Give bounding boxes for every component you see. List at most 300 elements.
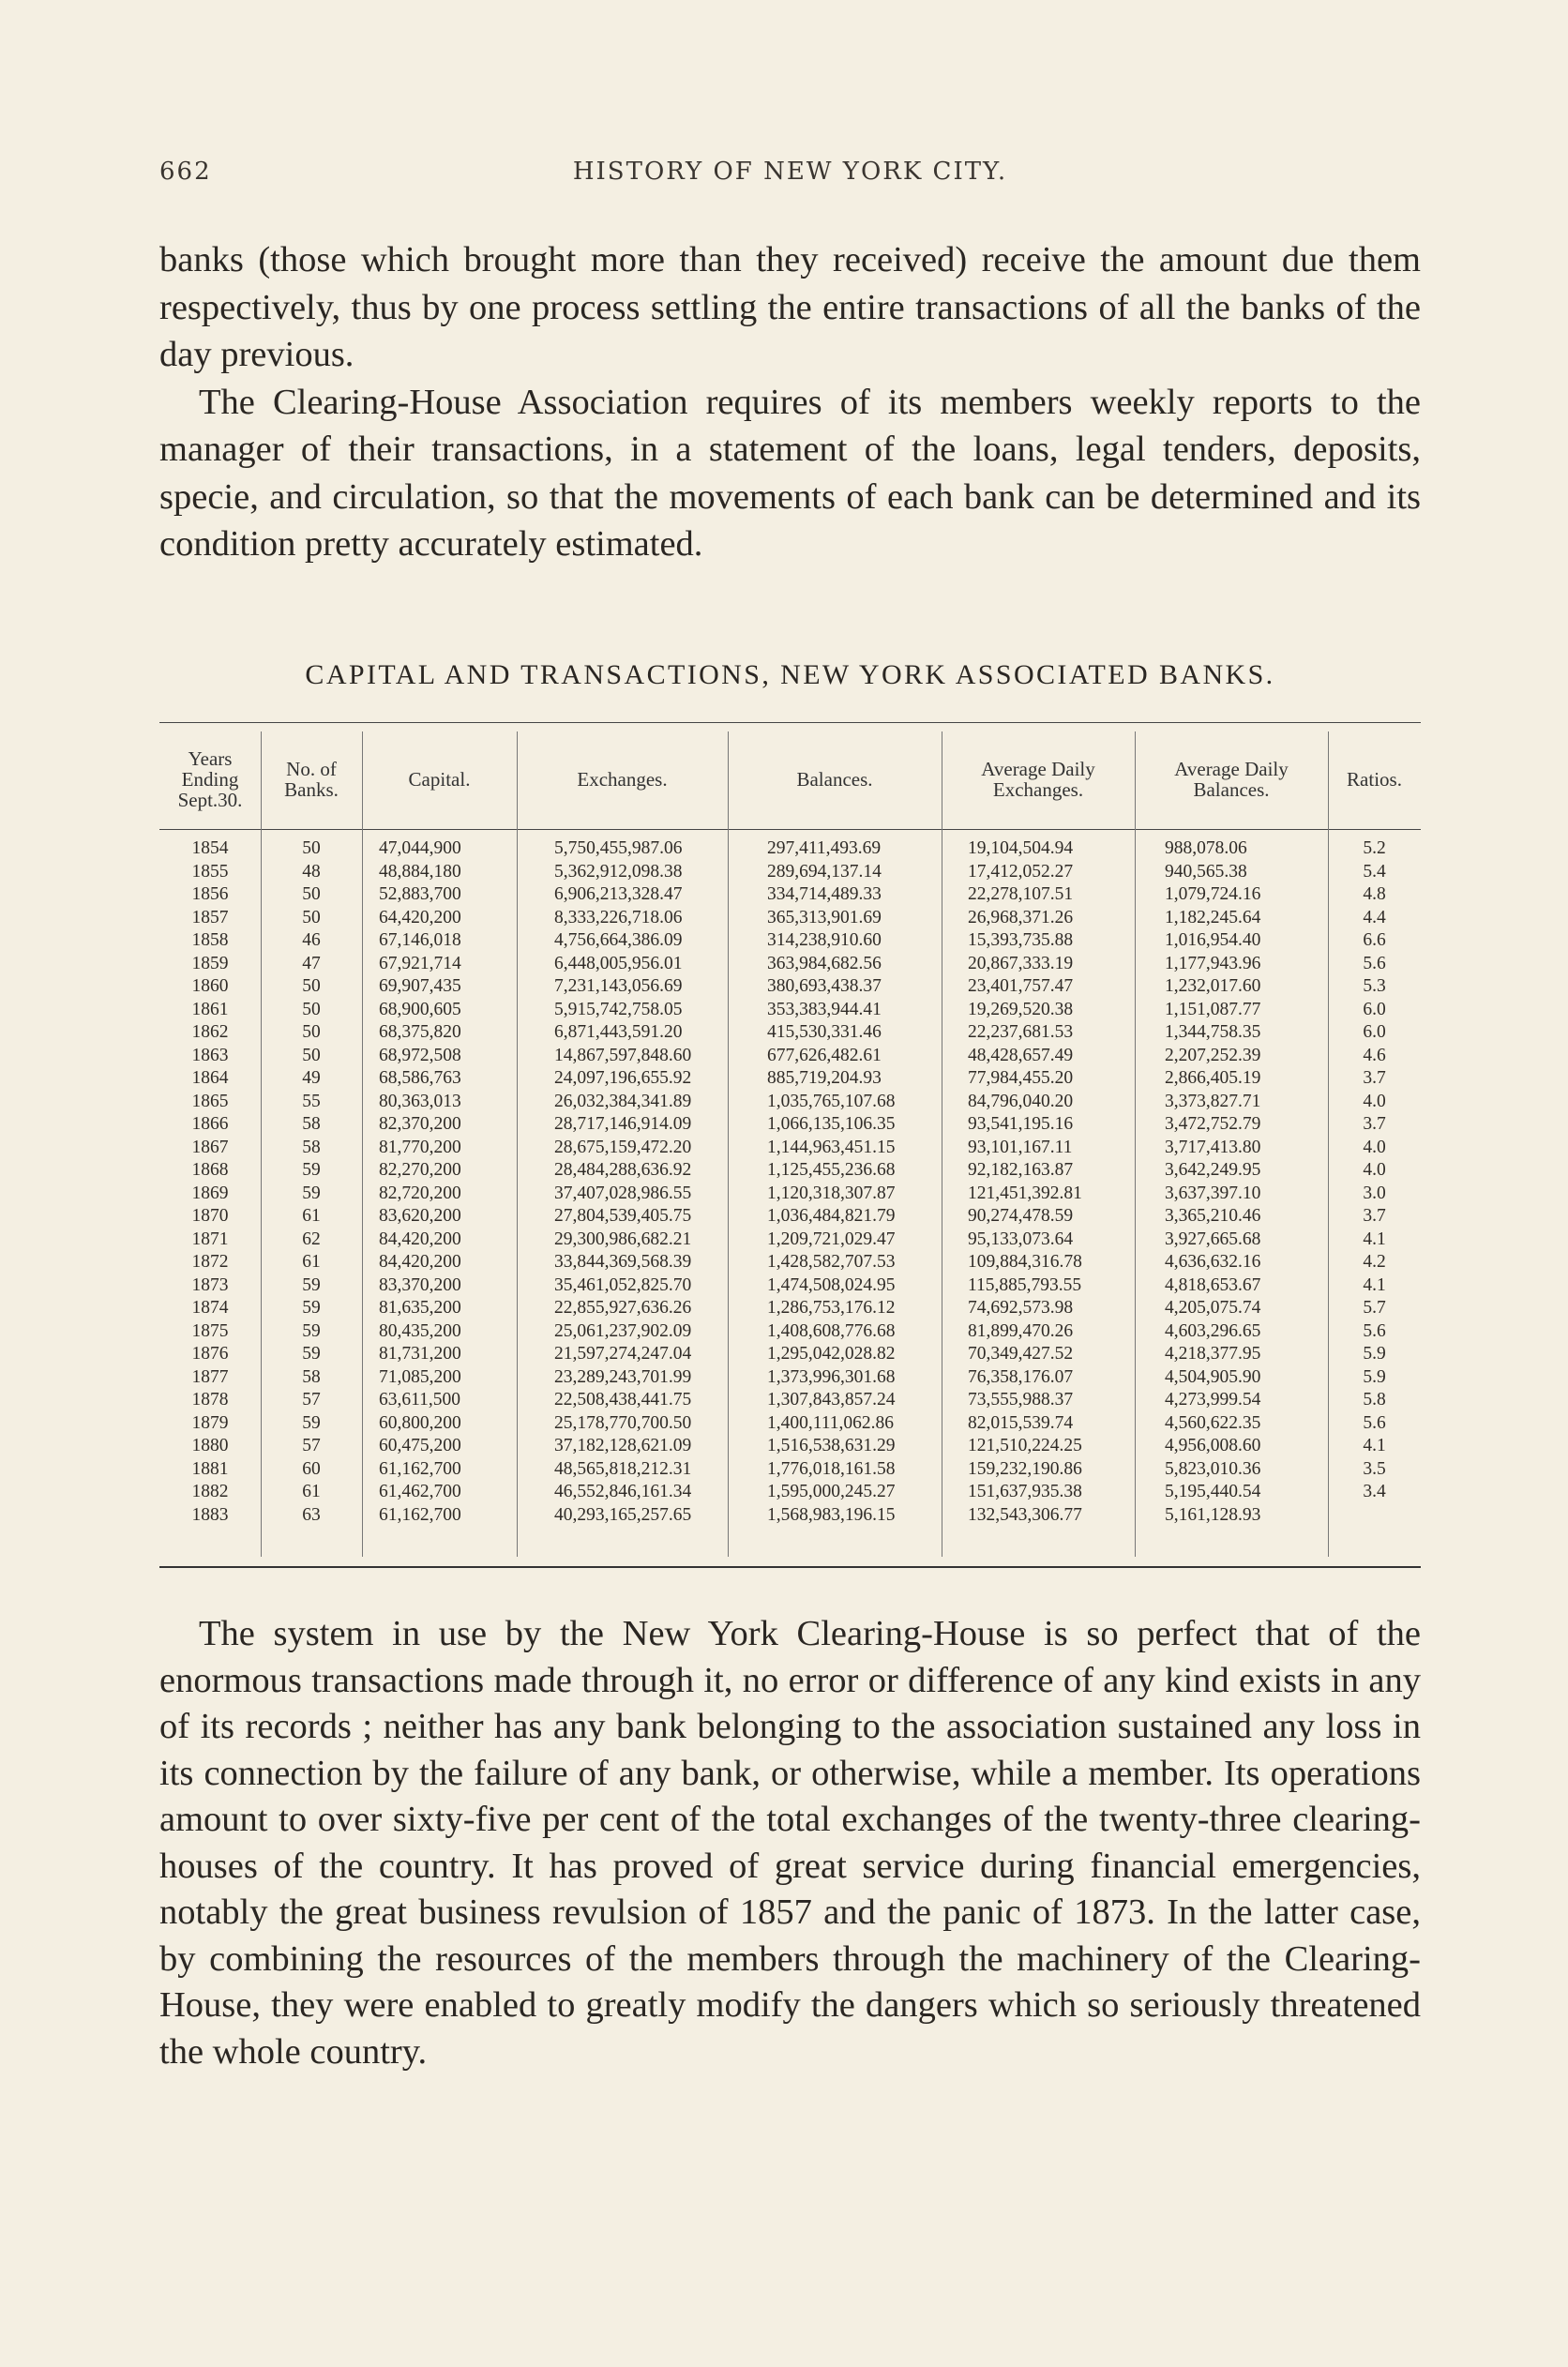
cell-avg-balances: 4,818,653.67: [1165, 1274, 1261, 1295]
cell-exchanges: 29,300,986,682.21: [554, 1229, 692, 1249]
cell-capital: 80,435,200: [379, 1320, 461, 1341]
cell-avg-balances: 4,560,622.35: [1165, 1412, 1261, 1433]
cell-ratio: 5.3: [1363, 976, 1386, 996]
cell-balances: 1,125,455,236.68: [767, 1160, 896, 1180]
cell-balances: 1,144,963,451.15: [767, 1137, 896, 1157]
cell-exchanges: 28,484,288,636.92: [554, 1160, 692, 1180]
table-row: [159, 1459, 1421, 1483]
cell-capital: 83,370,200: [379, 1274, 461, 1295]
cell-ratio: 5.4: [1363, 861, 1386, 882]
cell-exchanges: 33,844,369,568.39: [554, 1252, 692, 1272]
cell-banks: 50: [302, 884, 321, 904]
cell-avg-exchanges: 73,555,988.37: [968, 1390, 1074, 1410]
cell-avg-exchanges: 48,428,657.49: [968, 1045, 1074, 1065]
cell-avg-balances: 1,079,724.16: [1165, 884, 1261, 904]
cell-year: 1859: [191, 953, 229, 973]
cell-avg-balances: 1,016,954.40: [1165, 930, 1261, 950]
cell-avg-balances: 3,365,210.46: [1165, 1206, 1261, 1226]
closing-text: [159, 1611, 1421, 2075]
cell-year: 1868: [191, 1160, 229, 1180]
table-row: [159, 1390, 1421, 1413]
cell-avg-exchanges: 90,274,478.59: [968, 1206, 1074, 1226]
cell-year: 1864: [191, 1068, 229, 1088]
cell-avg-balances: 4,636,632.16: [1165, 1252, 1261, 1272]
cell-balances: 1,428,582,707.53: [767, 1252, 896, 1272]
header-year-line: Ending: [181, 768, 239, 791]
cell-exchanges: 27,804,539,405.75: [554, 1206, 692, 1226]
cell-year: 1877: [191, 1366, 229, 1387]
table-row: [159, 908, 1421, 931]
cell-balances: 365,313,901.69: [767, 907, 882, 927]
cell-balances: 677,626,482.61: [767, 1045, 882, 1065]
cell-avg-balances: 5,195,440.54: [1165, 1482, 1261, 1501]
cell-balances: 1,295,042,028.82: [767, 1344, 896, 1364]
cell-banks: 59: [302, 1344, 321, 1364]
cell-balances: 1,776,018,161.58: [767, 1458, 896, 1479]
header-balances-line: Balances.: [796, 768, 873, 791]
cell-avg-balances: 1,177,943.96: [1165, 953, 1261, 973]
table-row: [159, 1505, 1421, 1529]
cell-capital: 68,586,763: [379, 1068, 461, 1088]
cell-banks: 59: [302, 1320, 321, 1341]
cell-year: 1880: [191, 1436, 229, 1455]
cell-ratio: 4.6: [1363, 1045, 1386, 1065]
cell-year: 1856: [191, 884, 229, 904]
cell-year: 1882: [191, 1482, 229, 1501]
cell-exchanges: 4,756,664,386.09: [554, 930, 683, 950]
header-balances: [728, 733, 942, 825]
cell-avg-balances: 1,182,245.64: [1165, 907, 1261, 927]
cell-year: 1863: [191, 1045, 229, 1065]
cell-year: 1879: [191, 1412, 229, 1433]
cell-banks: 57: [302, 1436, 321, 1455]
cell-banks: 50: [302, 1022, 321, 1042]
cell-capital: 71,085,200: [379, 1366, 461, 1387]
closing-paragraph: The system in use by the New York Clearing-House is so perfect that of the enormous transactions made through it, no error or difference of any kind exists in any of its records ; neither has any bank belonging to the association sustained any loss in its connection by the failure of any bank, or otherwise, while a member. Its operations amount to over sixty-five per cent of the total exchanges of the twenty-three clearing-houses of the country. It has proved of great service during financial emergencies, notably the great business revulsion of 1857 and the panic of 1873. In the latter case, by combining the resources of the members through the machinery of the Clearing-House, they were enabled to greatly modify the dangers which so seriously threatened the whole country.: [159, 1614, 1421, 2072]
cell-avg-balances: 1,232,017.60: [1165, 976, 1261, 996]
table-row: [159, 1160, 1421, 1184]
table-row: [159, 1298, 1421, 1321]
cell-capital: 61,162,700: [379, 1504, 461, 1525]
cell-capital: 48,884,180: [379, 861, 461, 882]
table-row: [159, 1413, 1421, 1437]
cell-avg-exchanges: 82,015,539.74: [968, 1412, 1074, 1433]
cell-ratio: 3.7: [1363, 1068, 1386, 1088]
cell-banks: 55: [302, 1091, 321, 1111]
cell-capital: 68,900,605: [379, 999, 461, 1019]
cell-avg-exchanges: 19,104,504.94: [968, 838, 1074, 858]
cell-year: 1881: [191, 1458, 229, 1479]
intro-paragraph-2: The Clearing-House Association requires of its members weekly reports to the manager of their transactions, in a statement of the loans, legal tenders, deposits, specie, and circulation, so that the movements of each bank can be determined and its condition pretty accurately estimated.: [159, 382, 1421, 564]
cell-exchanges: 26,032,384,341.89: [554, 1091, 692, 1111]
table-row: [159, 1229, 1421, 1253]
table-header-rule: [159, 829, 1421, 830]
cell-year: 1865: [191, 1091, 229, 1111]
table-row: [159, 1344, 1421, 1367]
table-row: [159, 862, 1421, 885]
cell-banks: 59: [302, 1160, 321, 1180]
header-banks-line: No. of: [286, 758, 337, 780]
cell-avg-balances: 3,717,413.80: [1165, 1137, 1261, 1157]
header-banks: [261, 733, 362, 825]
cell-exchanges: 28,675,159,472.20: [554, 1137, 692, 1157]
cell-banks: 61: [302, 1206, 321, 1226]
cell-banks: 57: [302, 1390, 321, 1410]
cell-avg-exchanges: 93,101,167.11: [968, 1137, 1073, 1157]
table-row: [159, 1046, 1421, 1069]
cell-exchanges: 5,750,455,987.06: [554, 838, 683, 858]
cell-banks: 59: [302, 1274, 321, 1295]
cell-avg-exchanges: 115,885,793.55: [968, 1274, 1082, 1295]
cell-balances: 1,516,538,631.29: [767, 1436, 896, 1455]
cell-balances: 1,066,135,106.35: [767, 1114, 896, 1134]
table-row: [159, 1092, 1421, 1115]
cell-ratio: 5.9: [1363, 1366, 1386, 1387]
header-exchanges: [517, 733, 728, 825]
cell-year: 1858: [191, 930, 229, 950]
cell-avg-balances: 1,344,758.35: [1165, 1022, 1261, 1042]
header-ratios: [1328, 733, 1421, 825]
table-title: CAPITAL AND TRANSACTIONS, NEW YORK ASSOCIATED BANKS.: [305, 659, 1275, 690]
table-row: [159, 1252, 1421, 1275]
cell-capital: 82,720,200: [379, 1183, 461, 1203]
cell-balances: 1,036,484,821.79: [767, 1206, 896, 1226]
cell-capital: 60,800,200: [379, 1412, 461, 1433]
cell-ratio: 5.2: [1363, 838, 1386, 858]
cell-capital: 82,270,200: [379, 1160, 461, 1180]
cell-avg-balances: 1,151,087.77: [1165, 999, 1261, 1019]
cell-capital: 81,635,200: [379, 1298, 461, 1318]
cell-avg-exchanges: 17,412,052.27: [968, 861, 1074, 882]
table-row: [159, 976, 1421, 1000]
table-row: [159, 1138, 1421, 1161]
cell-capital: 63,611,500: [379, 1390, 461, 1410]
header-avg-exchanges: [942, 733, 1135, 825]
cell-banks: 50: [302, 907, 321, 927]
table-bottom-rule: [159, 1566, 1421, 1568]
cell-avg-balances: 3,642,249.95: [1165, 1160, 1261, 1180]
table-row: [159, 1022, 1421, 1046]
cell-ratio: 5.7: [1363, 1298, 1386, 1318]
cell-banks: 49: [302, 1068, 321, 1088]
cell-avg-balances: 2,207,252.39: [1165, 1045, 1261, 1065]
cell-exchanges: 6,448,005,956.01: [554, 953, 683, 973]
cell-banks: 59: [302, 1183, 321, 1203]
table-top-rule: [159, 722, 1421, 723]
cell-exchanges: 8,333,226,718.06: [554, 907, 683, 927]
cell-avg-exchanges: 159,232,190.86: [968, 1458, 1082, 1479]
cell-capital: 69,907,435: [379, 976, 461, 996]
cell-ratio: 5.6: [1363, 1412, 1386, 1433]
cell-exchanges: 35,461,052,825.70: [554, 1274, 692, 1295]
table-row: [159, 1114, 1421, 1138]
cell-avg-balances: 5,823,010.36: [1165, 1458, 1261, 1479]
header-avg-balances-line: Average Daily: [1174, 758, 1289, 780]
cell-banks: 58: [302, 1114, 321, 1134]
cell-banks: 63: [302, 1504, 321, 1525]
cell-exchanges: 40,293,165,257.65: [554, 1504, 692, 1525]
cell-year: 1878: [191, 1390, 229, 1410]
table-row: [159, 1436, 1421, 1459]
header-capital: [362, 733, 517, 825]
header-capital-line: Capital.: [408, 768, 471, 791]
cell-banks: 50: [302, 1045, 321, 1065]
cell-avg-exchanges: 109,884,316.78: [968, 1252, 1082, 1272]
cell-avg-exchanges: 121,510,224.25: [968, 1436, 1082, 1455]
table-row: [159, 884, 1421, 908]
cell-capital: 83,620,200: [379, 1206, 461, 1226]
cell-avg-balances: 4,504,905.90: [1165, 1366, 1261, 1387]
cell-ratio: 5.6: [1363, 953, 1386, 973]
cell-balances: 363,984,682.56: [767, 953, 882, 973]
cell-balances: 1,400,111,062.86: [767, 1412, 895, 1433]
cell-avg-exchanges: 19,269,520.38: [968, 999, 1074, 1019]
table-row: [159, 1367, 1421, 1391]
cell-exchanges: 37,182,128,621.09: [554, 1436, 692, 1455]
cell-capital: 81,770,200: [379, 1137, 461, 1157]
cell-avg-exchanges: 77,984,455.20: [968, 1068, 1074, 1088]
header-avg-exchanges-line: Exchanges.: [992, 778, 1084, 801]
table-row: [159, 930, 1421, 954]
cell-avg-exchanges: 76,358,176.07: [968, 1366, 1074, 1387]
table-row: [159, 1482, 1421, 1505]
table-row: [159, 1321, 1421, 1345]
header-banks-line: Banks.: [284, 778, 339, 801]
cell-avg-exchanges: 93,541,195.16: [968, 1114, 1074, 1134]
cell-banks: 47: [302, 953, 321, 973]
cell-balances: 1,568,983,196.15: [767, 1504, 896, 1525]
cell-ratio: 6.0: [1363, 1022, 1386, 1042]
header-exchanges-line: Exchanges.: [577, 768, 668, 791]
cell-avg-balances: 4,273,999.54: [1165, 1390, 1261, 1410]
cell-year: 1861: [191, 999, 229, 1019]
cell-avg-exchanges: 121,451,392.81: [968, 1183, 1082, 1203]
cell-banks: 46: [302, 930, 321, 950]
cell-year: 1866: [191, 1114, 229, 1134]
cell-year: 1855: [191, 861, 229, 882]
cell-avg-balances: 5,161,128.93: [1165, 1504, 1261, 1525]
cell-ratio: 4.8: [1363, 884, 1386, 904]
cell-banks: 50: [302, 838, 321, 858]
cell-exchanges: 48,565,818,212.31: [554, 1458, 692, 1479]
cell-avg-exchanges: 22,237,681.53: [968, 1022, 1074, 1042]
cell-capital: 67,146,018: [379, 930, 461, 950]
cell-exchanges: 25,178,770,700.50: [554, 1412, 692, 1433]
cell-banks: 59: [302, 1298, 321, 1318]
cell-banks: 50: [302, 976, 321, 996]
cell-balances: 1,209,721,029.47: [767, 1229, 896, 1249]
running-title: HISTORY OF NEW YORK CITY.: [572, 158, 1008, 186]
cell-avg-exchanges: 70,349,427.52: [968, 1344, 1074, 1364]
cell-exchanges: 24,097,196,655.92: [554, 1068, 692, 1088]
cell-banks: 59: [302, 1412, 321, 1433]
cell-ratio: 4.4: [1363, 907, 1386, 927]
table-row: [159, 1275, 1421, 1299]
cell-avg-balances: 988,078.06: [1165, 838, 1247, 858]
cell-avg-exchanges: 74,692,573.98: [968, 1298, 1074, 1318]
cell-avg-exchanges: 84,796,040.20: [968, 1091, 1074, 1111]
cell-banks: 48: [302, 861, 321, 882]
cell-capital: 68,375,820: [379, 1022, 461, 1042]
cell-avg-balances: 4,205,075.74: [1165, 1298, 1261, 1318]
cell-exchanges: 14,867,597,848.60: [554, 1045, 692, 1065]
cell-ratio: 5.6: [1363, 1320, 1386, 1341]
cell-capital: 64,420,200: [379, 907, 461, 927]
cell-balances: 334,714,489.33: [767, 884, 882, 904]
cell-banks: 58: [302, 1137, 321, 1157]
cell-year: 1860: [191, 976, 229, 996]
cell-exchanges: 22,508,438,441.75: [554, 1390, 692, 1410]
cell-exchanges: 6,871,443,591.20: [554, 1022, 683, 1042]
cell-capital: 67,921,714: [379, 953, 461, 973]
cell-ratio: 5.8: [1363, 1390, 1386, 1410]
cell-exchanges: 37,407,028,986.55: [554, 1183, 692, 1203]
table-row: [159, 838, 1421, 862]
table-row: [159, 1184, 1421, 1207]
cell-avg-balances: 2,866,405.19: [1165, 1068, 1261, 1088]
cell-avg-balances: 3,637,397.10: [1165, 1183, 1261, 1203]
cell-balances: 314,238,910.60: [767, 930, 882, 950]
cell-balances: 1,120,318,307.87: [767, 1183, 896, 1203]
cell-ratio: 5.9: [1363, 1344, 1386, 1364]
header-year-line: Sept.30.: [177, 789, 243, 811]
cell-ratio: 3.5: [1363, 1458, 1386, 1479]
cell-capital: 60,475,200: [379, 1436, 461, 1455]
banks-table: [159, 722, 1421, 1571]
cell-capital: 82,370,200: [379, 1114, 461, 1134]
cell-banks: 50: [302, 999, 321, 1019]
header-ratios-line: Ratios.: [1347, 768, 1402, 791]
cell-avg-balances: 3,373,827.71: [1165, 1091, 1261, 1111]
cell-avg-exchanges: 22,278,107.51: [968, 884, 1074, 904]
cell-exchanges: 23,289,243,701.99: [554, 1366, 692, 1387]
cell-year: 1871: [191, 1229, 229, 1249]
cell-avg-balances: 3,472,752.79: [1165, 1114, 1261, 1134]
cell-avg-balances: 940,565.38: [1165, 861, 1247, 882]
cell-balances: 353,383,944.41: [767, 999, 882, 1019]
table-row: [159, 1068, 1421, 1092]
cell-avg-exchanges: 95,133,073.64: [968, 1229, 1074, 1249]
cell-year: 1875: [191, 1320, 229, 1341]
cell-ratio: 3.7: [1363, 1114, 1386, 1134]
table-row: [159, 954, 1421, 977]
cell-year: 1862: [191, 1022, 229, 1042]
cell-avg-exchanges: 23,401,757.47: [968, 976, 1074, 996]
cell-ratio: 3.0: [1363, 1183, 1386, 1203]
header-avg-balances-line: Balances.: [1193, 778, 1270, 801]
cell-banks: 62: [302, 1229, 321, 1249]
cell-exchanges: 5,362,912,098.38: [554, 861, 683, 882]
cell-ratio: 3.4: [1363, 1482, 1386, 1501]
cell-ratio: 4.1: [1363, 1274, 1386, 1295]
cell-avg-exchanges: 92,182,163.87: [968, 1160, 1074, 1180]
cell-capital: 61,162,700: [379, 1458, 461, 1479]
cell-capital: 47,044,900: [379, 838, 461, 858]
cell-balances: 1,286,753,176.12: [767, 1298, 896, 1318]
cell-avg-balances: 4,956,008.60: [1165, 1436, 1261, 1455]
cell-exchanges: 6,906,213,328.47: [554, 884, 683, 904]
cell-year: 1874: [191, 1298, 229, 1318]
table-body: [159, 838, 1421, 1528]
cell-ratio: 4.0: [1363, 1091, 1386, 1111]
cell-balances: 415,530,331.46: [767, 1022, 882, 1042]
cell-year: 1873: [191, 1274, 229, 1295]
cell-balances: 885,719,204.93: [767, 1068, 882, 1088]
cell-year: 1869: [191, 1183, 229, 1203]
cell-capital: 81,731,200: [379, 1344, 461, 1364]
table-row: [159, 1000, 1421, 1023]
cell-ratio: 4.0: [1363, 1160, 1386, 1180]
cell-year: 1883: [191, 1504, 229, 1525]
cell-ratio: 4.2: [1363, 1252, 1386, 1272]
cell-capital: 68,972,508: [379, 1045, 461, 1065]
cell-banks: 61: [302, 1252, 321, 1272]
cell-ratio: 4.1: [1363, 1436, 1386, 1455]
cell-ratio: 6.0: [1363, 999, 1386, 1019]
cell-exchanges: 5,915,742,758.05: [554, 999, 683, 1019]
cell-year: 1857: [191, 907, 229, 927]
cell-avg-exchanges: 20,867,333.19: [968, 953, 1074, 973]
cell-year: 1876: [191, 1344, 229, 1364]
cell-capital: 84,420,200: [379, 1252, 461, 1272]
cell-year: 1867: [191, 1137, 229, 1157]
cell-avg-exchanges: 26,968,371.26: [968, 907, 1074, 927]
cell-ratio: 4.0: [1363, 1137, 1386, 1157]
header-avg-exchanges-line: Average Daily: [981, 758, 1095, 780]
intro-text: [159, 236, 1421, 568]
cell-balances: 297,411,493.69: [767, 838, 882, 858]
page-number: 662: [159, 158, 212, 186]
cell-banks: 60: [302, 1458, 321, 1479]
cell-exchanges: 46,552,846,161.34: [554, 1482, 692, 1501]
cell-avg-exchanges: 151,637,935.38: [968, 1482, 1082, 1501]
cell-avg-balances: 4,218,377.95: [1165, 1344, 1261, 1364]
intro-paragraph-1: banks (those which brought more than they received) receive the amount due them respectively, thus by one process settling the entire transactions of all the banks of the day previous.: [159, 240, 1421, 374]
cell-exchanges: 22,855,927,636.26: [554, 1298, 692, 1318]
cell-balances: 289,694,137.14: [767, 861, 882, 882]
cell-exchanges: 21,597,274,247.04: [554, 1344, 692, 1364]
cell-balances: 1,408,608,776.68: [767, 1320, 896, 1341]
cell-capital: 52,883,700: [379, 884, 461, 904]
table-row: [159, 1206, 1421, 1229]
cell-capital: 61,462,700: [379, 1482, 461, 1501]
cell-balances: 1,373,996,301.68: [767, 1366, 896, 1387]
header-year: [159, 733, 261, 825]
cell-balances: 1,035,765,107.68: [767, 1091, 896, 1111]
cell-avg-exchanges: 15,393,735.88: [968, 930, 1074, 950]
cell-ratio: 3.7: [1363, 1206, 1386, 1226]
cell-banks: 61: [302, 1482, 321, 1501]
cell-balances: 1,595,000,245.27: [767, 1482, 896, 1501]
cell-balances: 380,693,438.37: [767, 976, 882, 996]
cell-capital: 80,363,013: [379, 1091, 461, 1111]
cell-avg-balances: 4,603,296.65: [1165, 1320, 1261, 1341]
cell-balances: 1,474,508,024.95: [767, 1274, 896, 1295]
cell-year: 1872: [191, 1252, 229, 1272]
cell-year: 1854: [191, 838, 229, 858]
cell-ratio: 6.6: [1363, 930, 1386, 950]
cell-exchanges: 7,231,143,056.69: [554, 976, 683, 996]
cell-balances: 1,307,843,857.24: [767, 1390, 896, 1410]
cell-avg-balances: 3,927,665.68: [1165, 1229, 1261, 1249]
cell-exchanges: 28,717,146,914.09: [554, 1114, 692, 1134]
cell-avg-exchanges: 81,899,470.26: [968, 1320, 1074, 1341]
cell-ratio: 4.1: [1363, 1229, 1386, 1249]
header-year-line: Years: [188, 747, 233, 770]
cell-exchanges: 25,061,237,902.09: [554, 1320, 692, 1341]
cell-banks: 58: [302, 1366, 321, 1387]
cell-year: 1870: [191, 1206, 229, 1226]
